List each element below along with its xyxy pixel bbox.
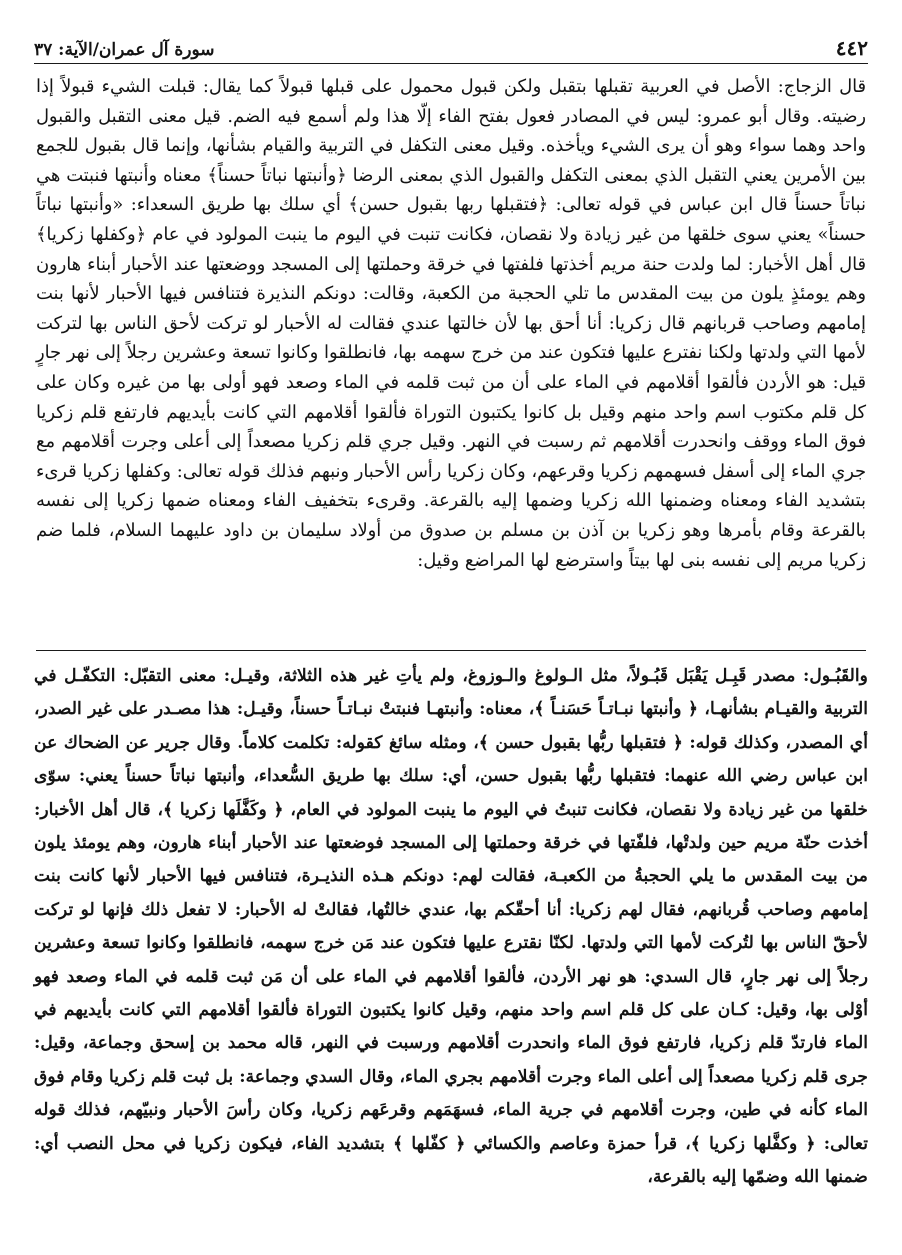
footnote-paragraph: والقَبُـول: مصدر قَبِـل يَقْبَل قَبُـولاً، مثل الـولوغ والـوزوغ، ولم يأتِ غير هذه الثلاثة، وقيـل: معنى التقبّل: التكفّـل في التربية والقيـام بشأنهـا، ﴿ وأنبتها نبـاتـاً حَسَنـاً ﴾، معناه: وأنبتهـا فنبتتْ نبـاتـاً حسناً، وقيـل: هذا مصـدر على غير الصدر، أي المصدر، وكذلك قوله: ﴿ فتقبلها ربُّها بقبول حسن ﴾، ومثله سائغ كقوله: تكلمت كلاماً. وقال جرير عن الضحاك عن ابن عباس رضي الله عنهما: فتقبلها ربُّها بقبول حسن، أي: سلك بها طريق السُّعداء، وأنبتها نباتاً حسناً يعني: سوّى خلقها من غير زيادة ولا نقصان، فكانت تنبتُ في اليوم ما ينبت المولود في العام، ﴿ وكَفَّلَها زكريا ﴾، قال أهل الأخبار: أخذت حنّة مريم حين ولدتْها، فلفّتها في خرقة وحملتها إلى المسجد فوضعتها عند الأحبار أبناء هارون، وهم يومئذ يلون من بيت المقدس ما يلي الحجبةُ من الكعبـة، فقالت لهم: دونكم هـذه النذيـرة، فتنافس فيها الأحبار لأنها كانت بنت إمامهم وصاحب قُربانهم، فقال لهم زكريا: أنا أحقّكم بها، عندي خالتُها، فقالتْ له الأحبار: لا تفعل ذلك فإنها لو تركت لأحقّ الناس بها لتُركت لأمها التي ولدتها. لكنّا نقترع عليها فتكون عند مَن خرج سهمه، فانطلقوا وكانوا تسعة وعشرين رجلاً إلى نهر جارٍ، قال السدي: هو نهر الأردن، فألقوا أقلامهم في الماء على أن مَن ثبت قلمه في الماء وصعد فهو أوْلى بها، وقيل: كـان على كل قلم اسم واحد منهم، وقيل كانوا يكتبون التوراة فألقوا أقلامهم التي كانت بأيديهم في الماء فارتدّ قلم زكريا، فارتفع فوق الماء وانحدرت أقلامهم ورسبت في النهر، قاله محمد بن إسحق وجماعة، وقيل: جرى قلم زكريا مصعداً إلى أعلى الماء وجرت أقلامهم بجري الماء، وقال السدي وجماعة: بل ثبت قلم زكريا وقام فوق الماء كأنه في طين، وجرت أقلامهم في جرية الماء، فسهَمَهم وقرعَهم زكريا، وكان رأسَ الأحبار ونبيّهم، فذلك قوله تعالى: ﴿ وكفَّلها زكريا ﴾، قرأ حمزة وعاصم والكسائي ﴿ كفّلها ﴾ بتشديد الفاء، فيكون زكريا في محل النصب أي: ضمنها الله وضمّها إليه بالقرعة،	[34, 666, 868, 1188]
running-title: سورة آل عمران/الآية: ٣٧	[34, 40, 215, 60]
footnote-separator	[36, 650, 866, 651]
page-number: ٤٤٢	[835, 36, 868, 60]
main-paragraph: قال الزجاج: الأصل في العربية تقبلها بتقبل ولكن قبول محمول على قبلها قبولاً كما يقال: قبلت الشيء قبولاً إذا رضيته. وقال أبو عمرو: ليس في المصادر فعول بفتح الفاء إلّا هذا ولم أسمع فيه الضم. قيل معنى التقبل والقبول واحد وهما سواء وهو أن يرى الشيء ويأخذه. وقيل معنى التكفل في التربية والقيام بشأنها، وإنما قال بقبول للجمع بين الأمرين يعني التقبل الذي بمعنى التكفل والقبول الذي بمعنى الرضا ﴿وأنبتها نباتاً حسناً﴾ معناه وأنبتها فنبتت هي نباتاً حسناً قال ابن عباس في قوله تعالى: ﴿فتقبلها ربها بقبول حسن﴾ أي سلك بها طريق السعداء: «وأنبتها نباتاً حسناً» يعني سوى خلقها من غير زيادة ولا نقصان، فكانت تنبت في اليوم ما ينبت المولود في عام ﴿وكفلها زكريا﴾ قال أهل الأخبار: لما ولدت حنة مريم أخذتها فلفتها في خرقة وحملتها إلى المسجد ووضعتها عند الأحبار أبناء هارون وهم يومئذٍ يلون من بيت المقدس ما تلي الحجبة من الكعبة، وقالت: دونكم النذيرة فتنافس فيها الأحبار لأنها بنت إمامهم وصاحب قربانهم قال زكريا: أنا أحق بها لأن خالتها عندي فقالت له الأحبار لو تركت لأحق الناس بها لتركت لأمها التي ولدتها ولكنا نفترع عليها فتكون عند من خرج سهمه بها، فانطلقوا وكانوا تسعة وعشرين رجلاً إلى نهر جارٍ قيل: هو الأردن فألقوا أقلامهم في الماء على أن من ثبت قلمه في الماء وصعد فهو أولى بها من غيره وكان على كل قلم مكتوب اسم واحد منهم وقيل بل كانوا يكتبون التوراة فألقوا أقلامهم التي كانت بأيديهم فارتفع قلم زكريا فوق الماء ووقف وانحدرت أقلامهم ثم رسبت في النهر. وقيل جري قلم زكريا مصعداً إلى أعلى وجرت أقلامهم مع جري الماء إلى أسفل فسهمهم زكريا وقرعهم، وكان زكريا رأس الأحبار ونبهم فذلك قوله تعالى: وكفلها زكريا قرىء بتشديد الفاء ومعناه وضمنها الله زكريا وضمها إليه بالقرعة. وقرىء بتخفيف الفاء ومعناه ضمها زكريا إلى نفسه بالقرعة وقام بأمرها وهو زكريا بن آذن بن مسلم بن صدوق من أولاد سليمان بن داود عليهما السلام، فلما ضم زكريا مريم إلى نفسه بنى لها بيتاً واسترضع لها المراضع وقيل:	[36, 76, 866, 571]
main-text	[36, 72, 866, 575]
page-header	[34, 30, 868, 64]
footnote-text	[34, 660, 868, 1195]
